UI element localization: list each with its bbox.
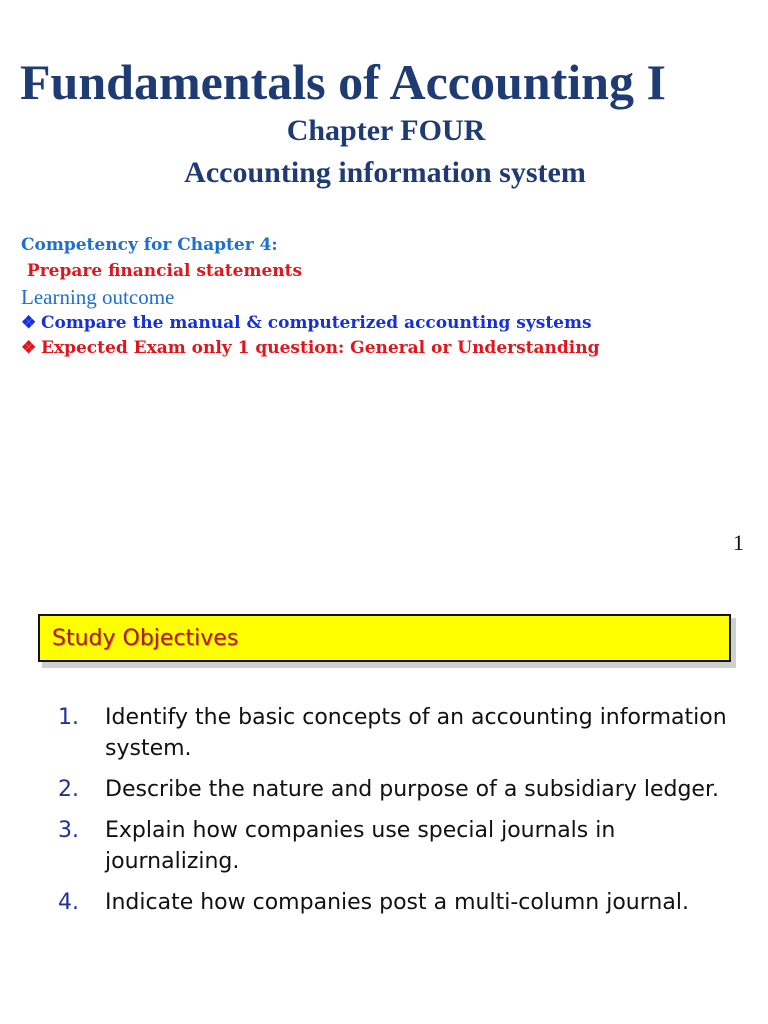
chapter-label: Chapter FOUR — [286, 114, 486, 147]
bullet-expected — [21, 337, 599, 359]
bullet-text: Compare the manual & computerized accounting systems — [41, 313, 592, 333]
item-number: 1. — [58, 705, 79, 730]
study-objectives-banner — [38, 614, 731, 662]
chapter-subject: Accounting information system — [184, 156, 586, 189]
item-number: 2. — [58, 777, 79, 802]
diamond-bullet-icon: ❖ — [21, 338, 37, 358]
bullet-compare — [21, 312, 592, 334]
item-text: Describe the nature and purpose of a subsidiary ledger. — [105, 777, 719, 802]
page-number: 1 — [733, 530, 744, 555]
list-item — [58, 815, 738, 877]
item-text: Identify the basic concepts of an accounting information system. — [105, 705, 727, 761]
item-number: 3. — [58, 818, 79, 843]
competency-item: Prepare financial statements — [26, 261, 303, 281]
page-title: Fundamentals of Accounting I — [20, 54, 666, 110]
list-item — [58, 774, 738, 805]
item-number: 4. — [58, 890, 79, 915]
bullet-text: Expected Exam only 1 question: General or Understanding — [41, 338, 600, 358]
item-text: Explain how companies use special journals in journalizing. — [105, 818, 616, 874]
learning-outcome-label: Learning outcome — [21, 285, 175, 309]
list-item — [58, 887, 738, 918]
competency-heading: Competency for Chapter 4: — [21, 235, 278, 255]
item-text: Indicate how companies post a multi-column journal. — [105, 890, 689, 915]
study-objectives-heading: Study Objectives — [52, 625, 239, 651]
objectives-list — [58, 702, 738, 928]
diamond-bullet-icon: ❖ — [21, 313, 37, 333]
list-item — [58, 702, 738, 764]
